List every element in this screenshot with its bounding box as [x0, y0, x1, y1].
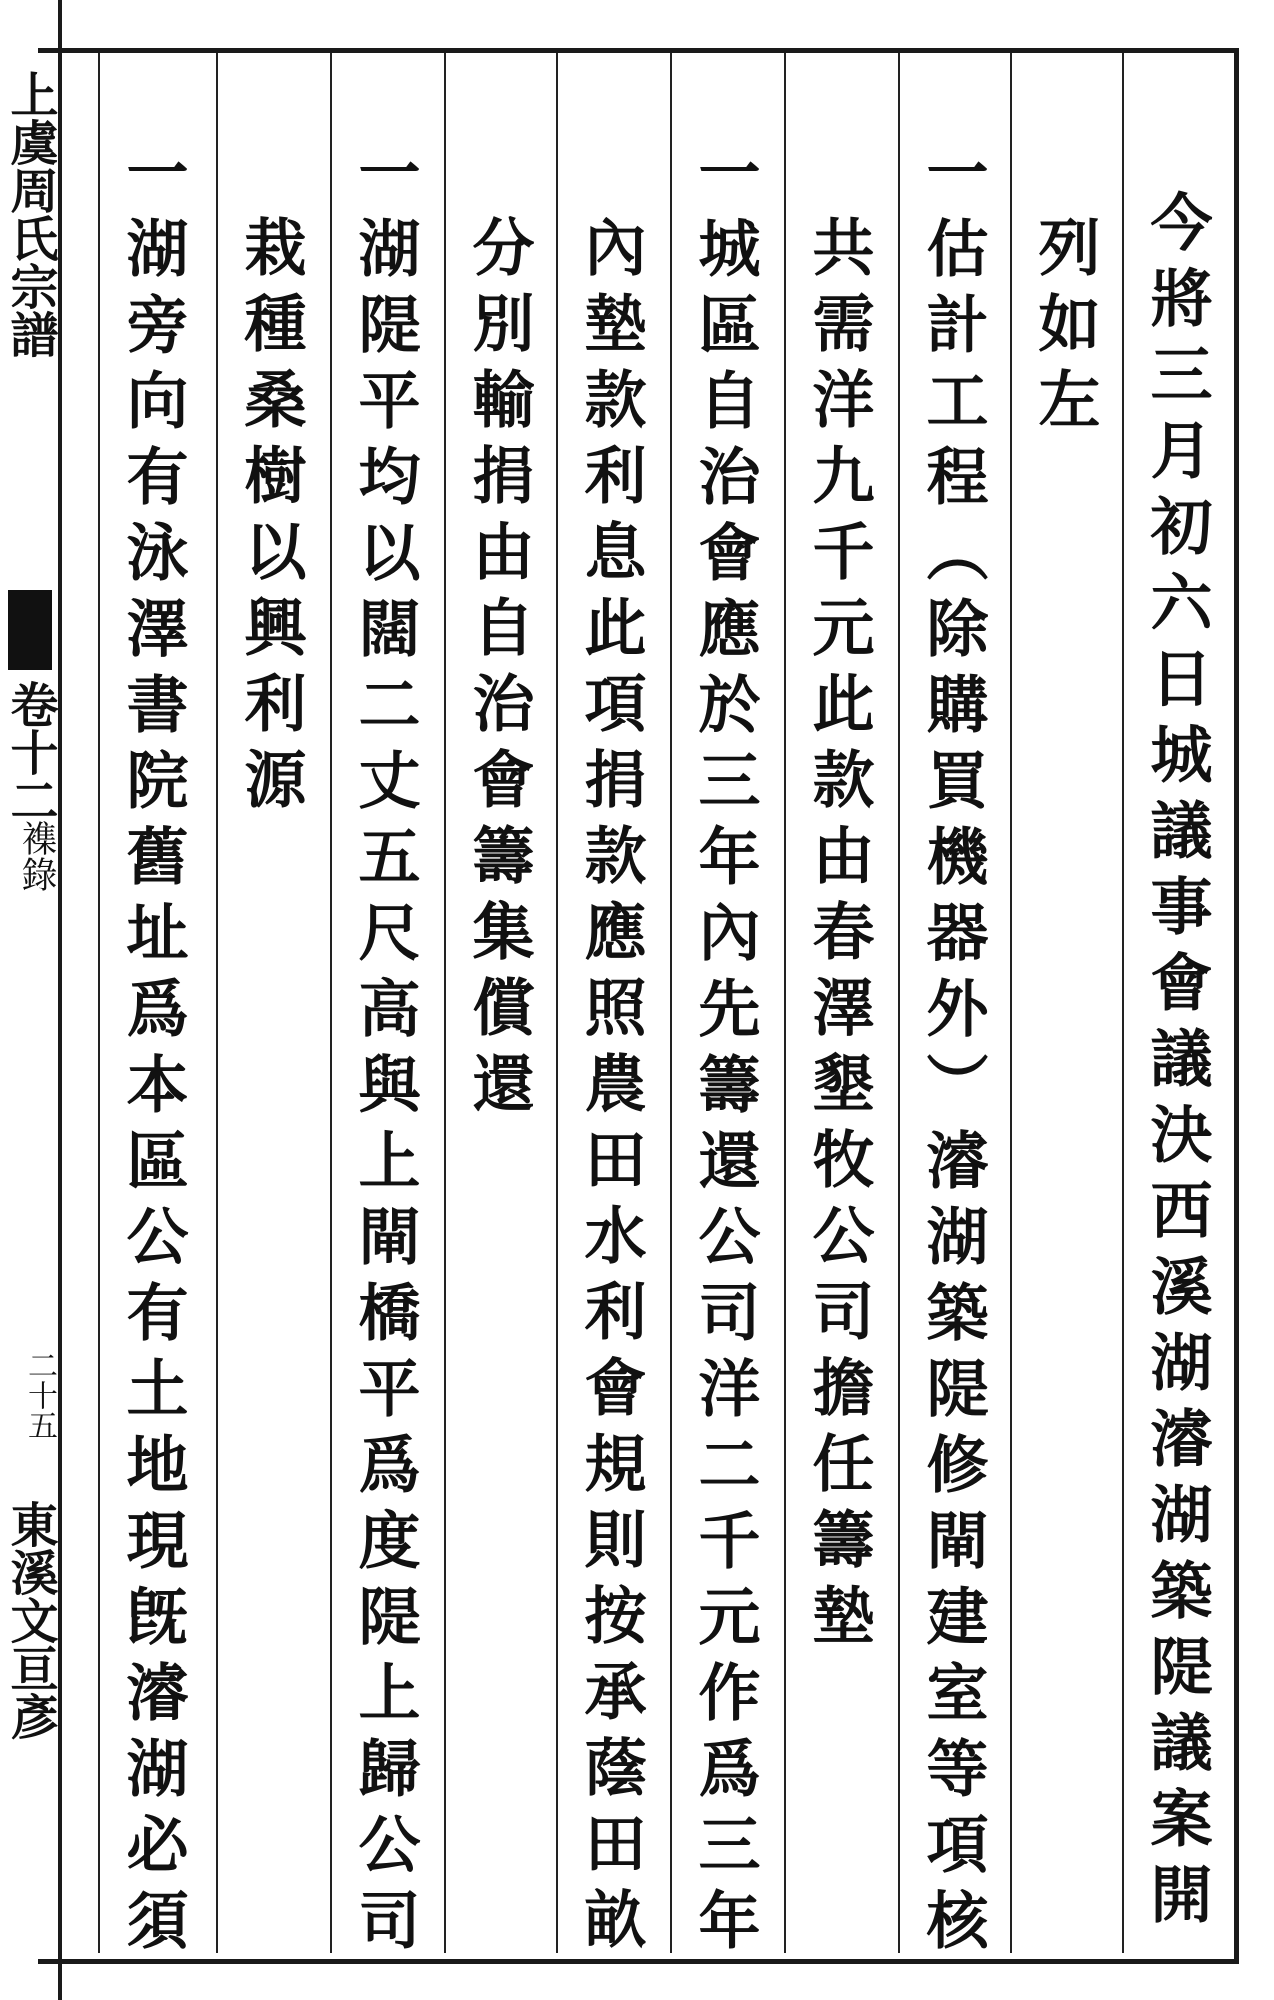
text-column-2: 列如左: [1028, 215, 1101, 443]
text-column-9: 栽種桑樹以興利源: [234, 215, 307, 823]
banxin-section: 襍錄: [16, 820, 57, 892]
text-column-10: 一湖旁向有泳澤書院舊址爲本區公有土地現旣濬湖必須: [116, 140, 189, 1964]
banxin-title: 上虞周氏宗譜: [2, 70, 58, 358]
text-column-1: 今將三月初六日城議事會議決西溪湖濬湖築隄議案開: [1140, 190, 1213, 1938]
banxin-hall: 東溪文亘彥: [2, 1500, 58, 1740]
column-rule: [556, 53, 558, 1953]
text-column-4: 共需洋九千元此款由春澤墾牧公司擔任籌墊: [802, 215, 875, 1659]
text-column-7: 分別輸捐由自治會籌集償還: [462, 215, 535, 1127]
text-column-8: 一湖隄平均以闊二丈五尺高與上閘橋平爲度隄上歸公司: [348, 140, 421, 1964]
text-column-6: 內墊款利息此項捐款應照農田水利會規則按承蔭田畝: [574, 215, 647, 1963]
column-rule: [330, 53, 332, 1953]
column-rule: [898, 53, 900, 1953]
column-rule: [1122, 53, 1124, 1953]
banxin-volume: 卷十二: [2, 680, 58, 824]
column-rule: [1010, 53, 1012, 1953]
banxin-page-number: 二十五: [22, 1350, 57, 1440]
column-rule: [98, 53, 100, 1953]
column-rule: [784, 53, 786, 1953]
column-rule: [216, 53, 218, 1953]
text-column-5: 一城區自治會應於三年內先籌還公司洋二千元作爲三年: [688, 140, 761, 1964]
column-rule: [444, 53, 446, 1953]
text-column-3: 一估計工程（除購買機器外）濬湖築隄修閘建室等項核: [916, 140, 989, 1964]
column-rule: [670, 53, 672, 1953]
